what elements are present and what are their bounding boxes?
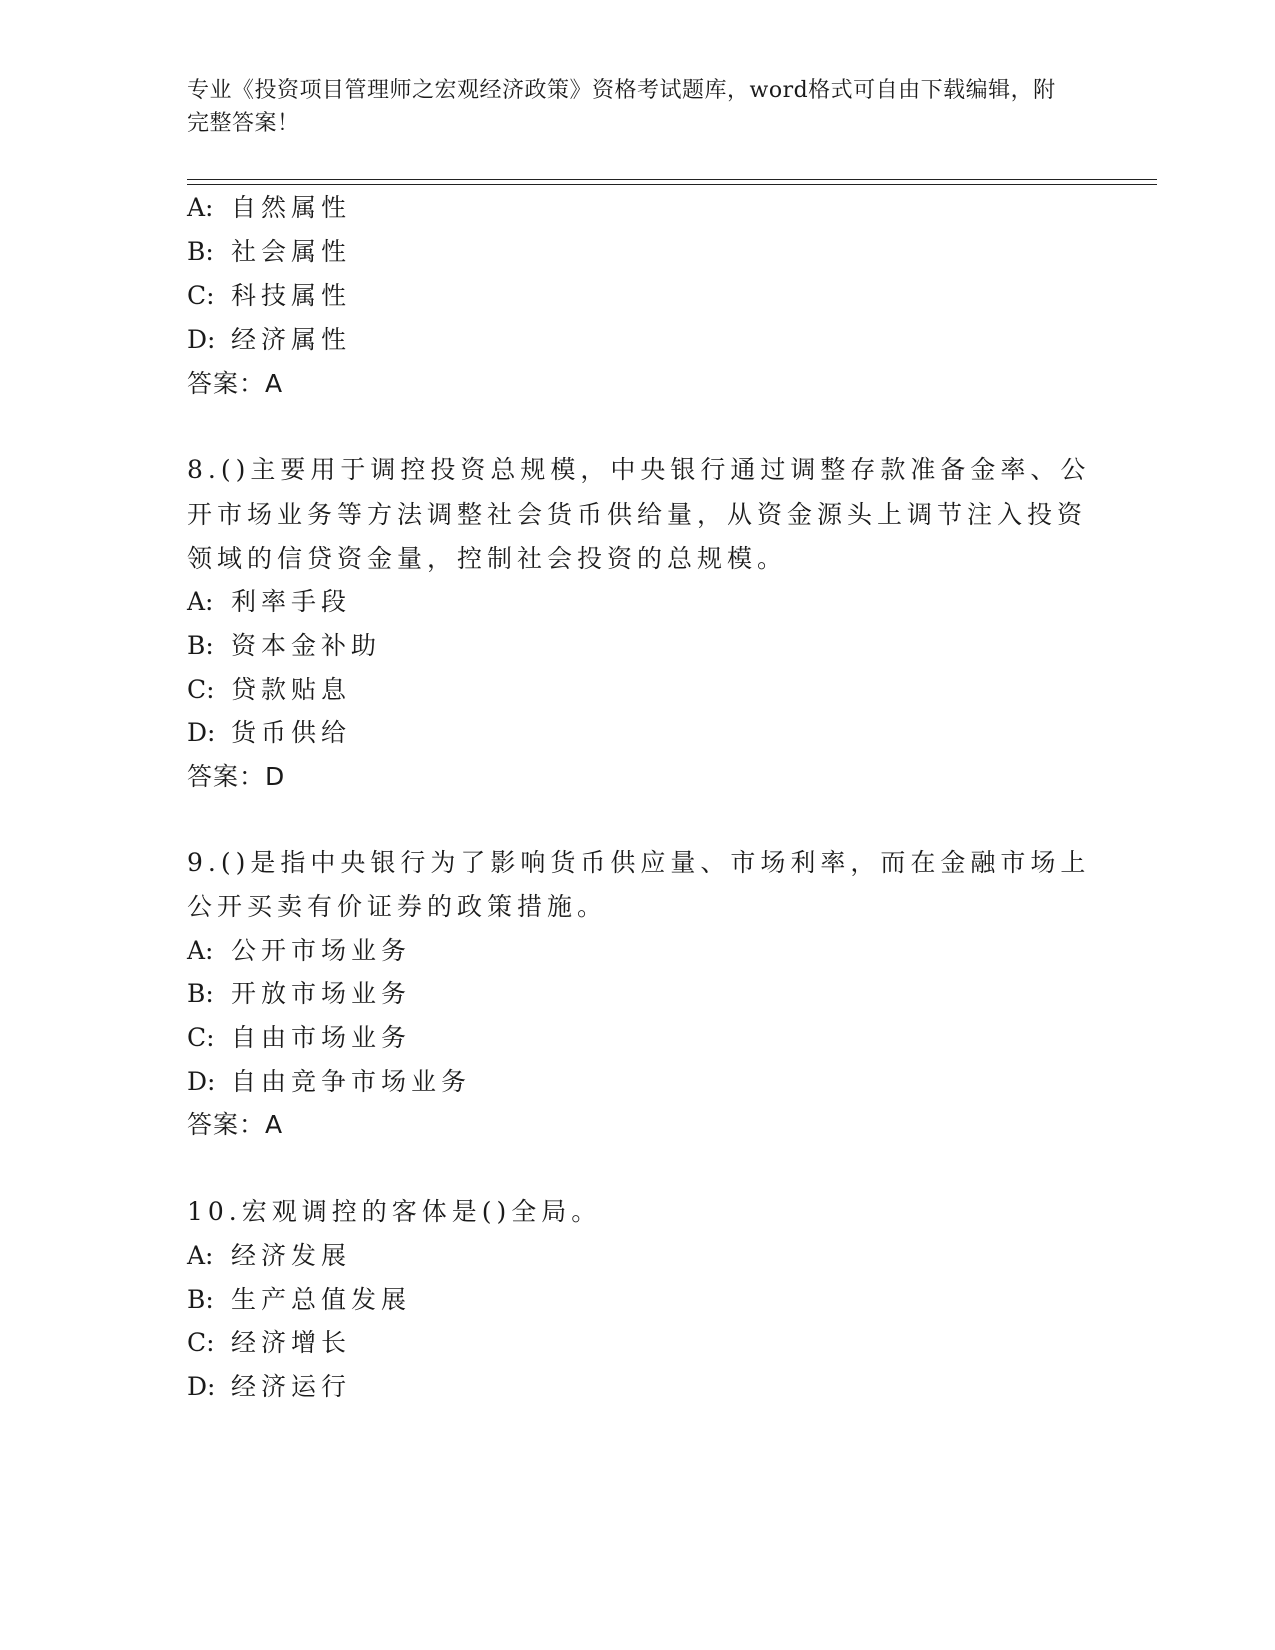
header-divider-top [187,179,1157,180]
q7-option-b: B: 社会属性 [187,237,352,266]
document-header: 专业《投资项目管理师之宏观经济政策》资格考试题库，word格式可自由下载编辑，附完整答案！ [187,78,1056,136]
q10-option-c: C: 经济增长 [187,1328,352,1357]
q8-answer: 答案：D [187,762,286,791]
q9-stem-line-2: 公开买卖有价证券的政策措施。 [187,892,608,921]
q9-option-c: C: 自由市场业务 [187,1023,412,1052]
q8-stem-line-1: 8.()主要用于调控投资总规模，中央银行通过调整存款准备金率、公 [187,455,1091,484]
q8-stem-line-2: 开市场业务等方法调整社会货币供给量，从资金源头上调节注入投资 [187,500,1088,529]
q7-option-a: A: 自然属性 [187,193,352,222]
q7-option-d: D: 经济属性 [187,325,352,354]
q8-stem-line-3: 领域的信贷资金量，控制社会投资的总规模。 [187,544,788,573]
q9-option-a: A: 公开市场业务 [187,936,412,965]
q10-stem-line-1: 10.宏观调控的客体是()全局。 [187,1197,602,1226]
q8-option-a: A: 利率手段 [187,587,352,616]
q10-option-d: D: 经济运行 [187,1372,352,1401]
q10-option-a: A: 经济发展 [187,1241,352,1270]
q9-answer: 答案：A [187,1110,284,1139]
header-divider-bottom [187,184,1157,185]
q9-option-d: D: 自由竞争市场业务 [187,1067,472,1096]
q7-answer: 答案：A [187,369,284,398]
q8-option-d: D: 货币供给 [187,718,352,747]
q7-option-c: C: 科技属性 [187,281,352,310]
q9-option-b: B: 开放市场业务 [187,979,412,1008]
q8-option-b: B: 资本金补助 [187,631,382,660]
q9-stem-line-1: 9.()是指中央银行为了影响货币供应量、市场利率，而在金融市场上 [187,848,1091,877]
q10-option-b: B: 生产总值发展 [187,1285,412,1314]
q8-option-c: C: 贷款贴息 [187,675,352,704]
